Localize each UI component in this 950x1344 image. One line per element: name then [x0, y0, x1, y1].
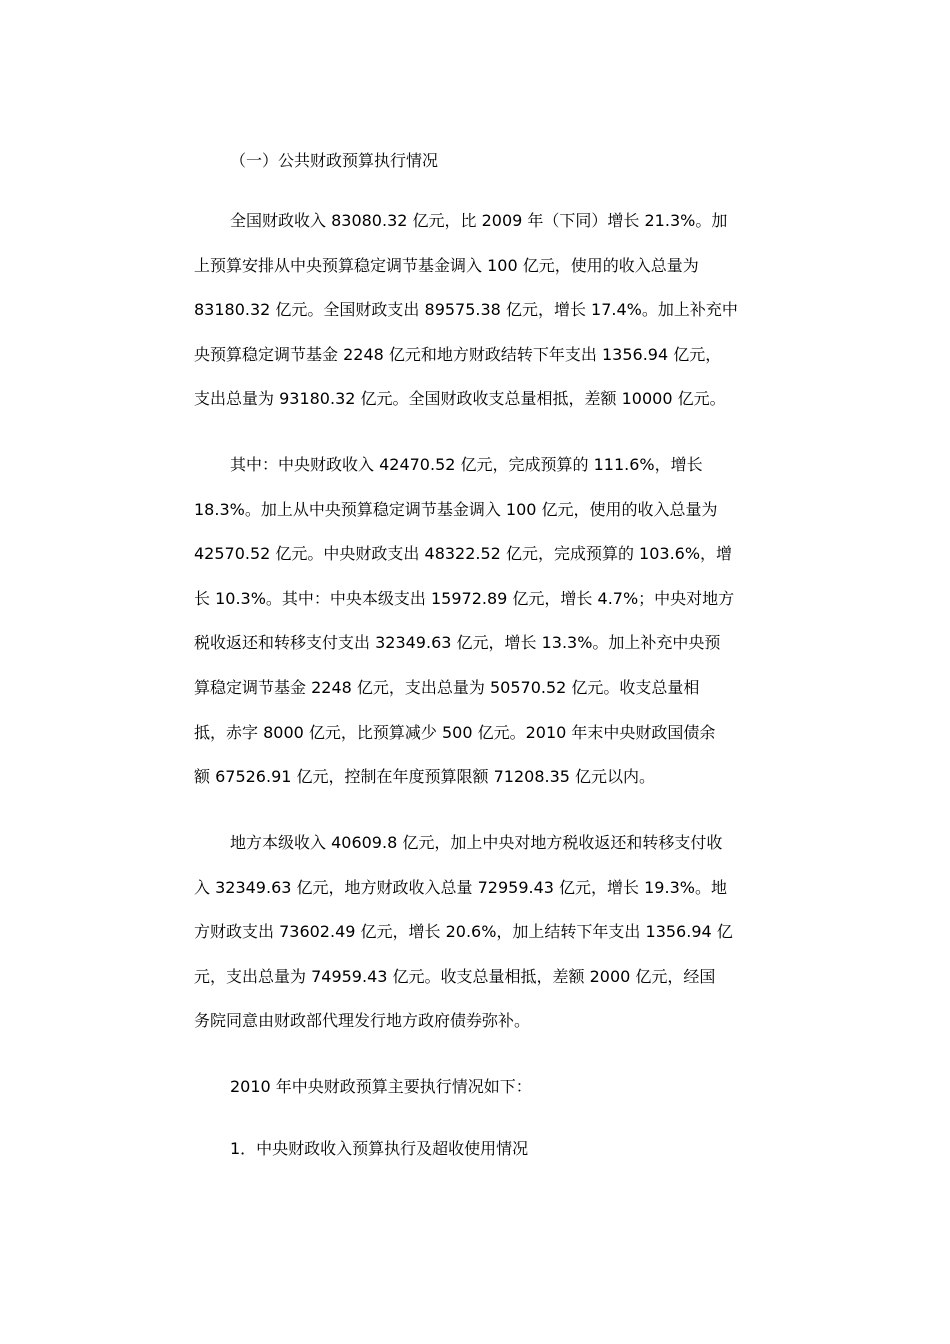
paragraph-central-budget	[194, 450, 764, 807]
text-line: 元，支出总量为 74959.43 亿元。收支总量相抵，差额 2000 亿元，经国	[194, 966, 716, 986]
section-heading: （一）公共财政预算执行情况	[230, 151, 439, 170]
text-line: 上预算安排从中央预算稳定调节基金调入 100 亿元，使用的收入总量为	[194, 255, 699, 275]
text-line: 83180.32 亿元。全国财政支出 89575.38 亿元，增长 17.4%。加上补充中	[194, 300, 738, 320]
text-line: 支出总量为 93180.32 亿元。全国财政收支总量相抵，差额 10000 亿元。	[194, 389, 726, 409]
text-line: 全国财政收入 83080.32 亿元，比 2009 年（下同）增长 21.3%。加	[230, 211, 728, 230]
paragraph-national-budget	[194, 206, 764, 429]
text-line: 央预算稳定调节基金 2248 亿元和地方财政结转下年支出 1356.94 亿元，	[194, 344, 722, 364]
text-line: 额 67526.91 亿元，控制在年度预算限额 71208.35 亿元以内。	[194, 767, 656, 787]
text-line: 税收返还和转移支付支出 32349.63 亿元，增长 13.3%。加上补充中央预	[194, 633, 721, 653]
text-line: 42570.52 亿元。中央财政支出 48322.52 亿元，完成预算的 103.6%，增	[194, 544, 733, 564]
summary-intro-line: 2010 年中央财政预算主要执行情况如下：	[230, 1077, 532, 1096]
subsection-title: 1．中央财政收入预算执行及超收使用情况	[230, 1139, 529, 1158]
paragraph-local-budget	[194, 828, 764, 1051]
text-line: 地方本级收入 40609.8 亿元，加上中央对地方税收返还和转移支付收	[230, 833, 723, 852]
text-line: 务院同意由财政部代理发行地方政府债券弥补。	[194, 1011, 531, 1031]
text-line: 方财政支出 73602.49 亿元，增长 20.6%，加上结转下年支出 1356.94 亿	[194, 922, 733, 942]
text-line: 18.3%。加上从中央预算稳定调节基金调入 100 亿元，使用的收入总量为	[194, 499, 718, 519]
text-line: 其中：中央财政收入 42470.52 亿元，完成预算的 111.6%，增长	[230, 455, 703, 474]
text-line: 抵，赤字 8000 亿元，比预算减少 500 亿元。2010 年末中央财政国债余	[194, 722, 716, 742]
text-line: 算稳定调节基金 2248 亿元，支出总量为 50570.52 亿元。收支总量相	[194, 677, 700, 697]
text-line: 长 10.3%。其中：中央本级支出 15972.89 亿元，增长 4.7%；中央对地方	[194, 588, 735, 608]
text-line: 入 32349.63 亿元，地方财政收入总量 72959.43 亿元，增长 19.3%。地	[194, 877, 727, 897]
